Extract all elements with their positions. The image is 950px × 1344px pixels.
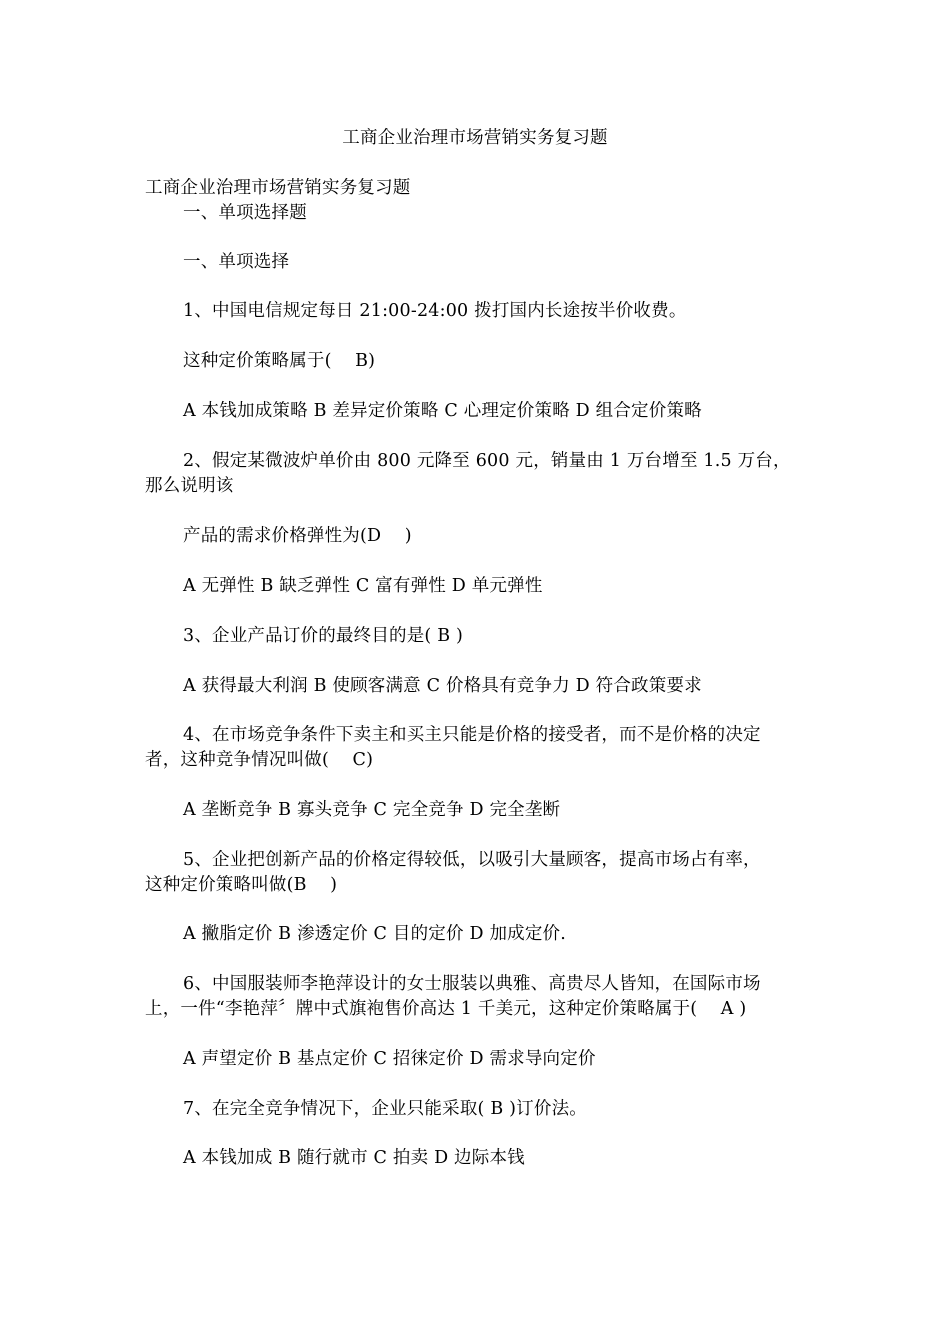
question-7-text: 7、在完全竞争情况下，企业只能采取( B )订价法。 [183, 1099, 587, 1119]
question-3-options: A 获得最大利润 B 使顾客满意 C 价格具有竞争力 D 符合政策要求 [183, 676, 702, 696]
question-5-text: 5、企业把创新产品的价格定得较低，以吸引大量顾客，提高市场占有率， [183, 850, 761, 870]
question-1-options: A 本钱加成策略 B 差异定价策略 C 心理定价策略 D 组合定价策略 [183, 401, 702, 421]
document-title: 工商企业治理市场营销实务复习题 [342, 128, 608, 148]
question-2-text-cont: 那么说明该 [145, 476, 234, 496]
question-7-options: A 本钱加成 B 随行就市 C 拍卖 D 边际本钱 [183, 1148, 525, 1168]
question-4-options: A 垄断竞争 B 寡头竞争 C 完全竞争 D 完全垄断 [183, 800, 561, 820]
question-6-text-cont: 上，一件“李艳萍〞牌中式旗袍售价高达 1 千美元，这种定价策略属于( A ) [145, 999, 747, 1019]
question-6-text: 6、中国服装师李艳萍设计的女士服装以典雅、高贵尽人皆知，在国际市场 [183, 974, 761, 994]
question-1-text: 1、中国电信规定每日 21:00-24:00 拨打国内长途按半价收费。 [183, 301, 687, 321]
question-2-text2: 产品的需求价格弹性为(D ) [183, 526, 412, 546]
question-5-options: A 撇脂定价 B 渗透定价 C 目的定价 D 加成定价. [183, 924, 567, 944]
question-4-text: 4、在市场竞争条件下卖主和买主只能是价格的接受者，而不是价格的决定 [183, 725, 761, 745]
document-subtitle: 工商企业治理市场营销实务复习题 [145, 178, 411, 198]
question-1-text2: 这种定价策略属于( B) [183, 351, 376, 371]
question-4-text-cont: 者，这种竞争情况叫做( C) [145, 750, 374, 770]
question-2-text: 2、假定某微波炉单价由 800 元降至 600 元，销量由 1 万台增至 1.5 万台， [183, 451, 791, 471]
section-subheading: 一、单项选择 [183, 252, 290, 272]
question-5-text-cont: 这种定价策略叫做(B ) [145, 875, 338, 895]
question-2-options: A 无弹性 B 缺乏弹性 C 富有弹性 D 单元弹性 [183, 576, 543, 596]
question-3-text: 3、企业产品订价的最终目的是( B ) [183, 626, 464, 646]
question-6-options: A 声望定价 B 基点定价 C 招徕定价 D 需求导向定价 [183, 1049, 596, 1069]
section-heading: 一、单项选择题 [183, 203, 307, 223]
